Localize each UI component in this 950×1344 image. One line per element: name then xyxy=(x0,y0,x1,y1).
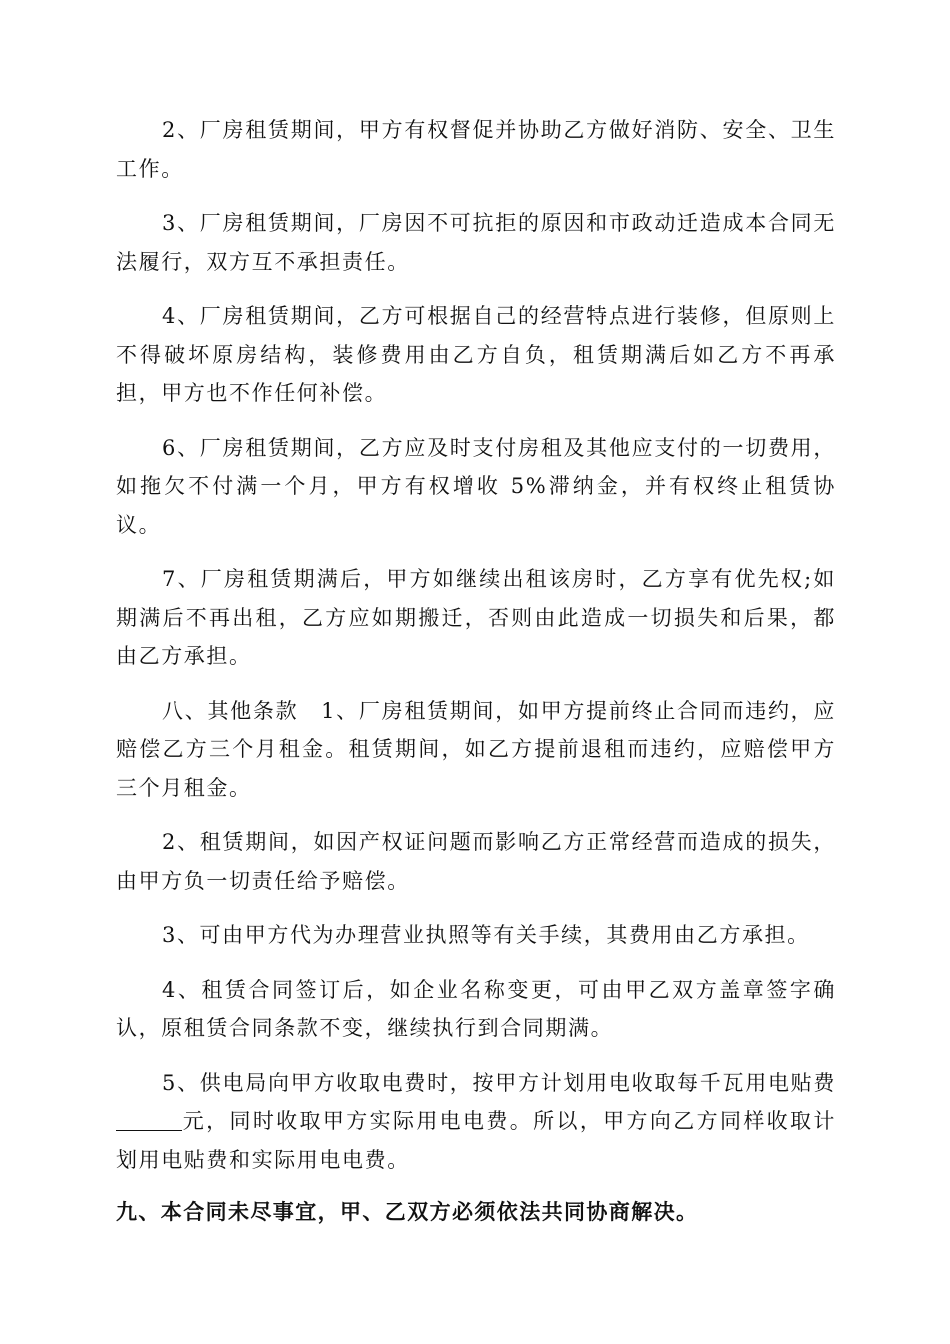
document-body xyxy=(116,111,836,1232)
electricity-clause-text-1: 5、供电局向甲方收取电费时，按甲方计划用电收取每千瓦用电贴费 xyxy=(162,1070,836,1095)
final-clause-heading: 九、本合同未尽事宜，甲、乙双方必须依法共同协商解决。 xyxy=(116,1199,699,1224)
clause-paragraph: 2、租赁期间，如因产权证问题而影响乙方正常经营而造成的损失，由甲方负一切责任给予赔偿。 xyxy=(116,830,836,893)
clause-paragraph: 2、厂房租赁期间，甲方有权督促并协助乙方做好消防、安全、卫生工作。 xyxy=(116,118,836,181)
clause-paragraph: 3、可由甲方代为办理营业执照等有关手续，其费用由乙方承担。 xyxy=(162,923,810,947)
electricity-clause-paragraph xyxy=(116,1064,836,1180)
clause-paragraph: 4、厂房租赁期间，乙方可根据自己的经营特点进行装修，但原则上不得破坏原房结构，装修费用由乙方自负，租赁期满后如乙方不再承担，甲方也不作任何补偿。 xyxy=(116,304,836,405)
clause-paragraph: 7、厂房租赁期满后，甲方如继续出租该房时，乙方享有优先权;如期满后不再出租，乙方应如期搬迁，否则由此造成一切损失和后果，都由乙方承担。 xyxy=(116,567,836,668)
electricity-clause-text-2: 元，同时收取甲方实际用电电费。所以，甲方向乙方同样收取计划用电贴费和实际用电电费。 xyxy=(116,1109,836,1172)
clause-paragraph: 6、厂房租赁期间，乙方应及时支付房租及其他应支付的一切费用，如拖欠不付满一个月，甲方有权增收 5%滞纳金，并有权终止租赁协议。 xyxy=(116,435,836,537)
clause-paragraph: 3、厂房租赁期间，厂房因不可抗拒的原因和市政动迁造成本合同无法履行，双方互不承担责任。 xyxy=(116,211,836,274)
clause-paragraph: 4、租赁合同签订后，如企业名称变更，可由甲乙双方盖章签字确认，原租赁合同条款不变，继续执行到合同期满。 xyxy=(116,977,836,1040)
other-terms-paragraph: 八、其他条款 1、厂房租赁期间，如甲方提前终止合同而违约，应赔偿乙方三个月租金。租赁期间，如乙方提前退租而违约，应赔偿甲方三个月租金。 xyxy=(116,698,836,800)
fill-in-blank xyxy=(116,1108,182,1131)
